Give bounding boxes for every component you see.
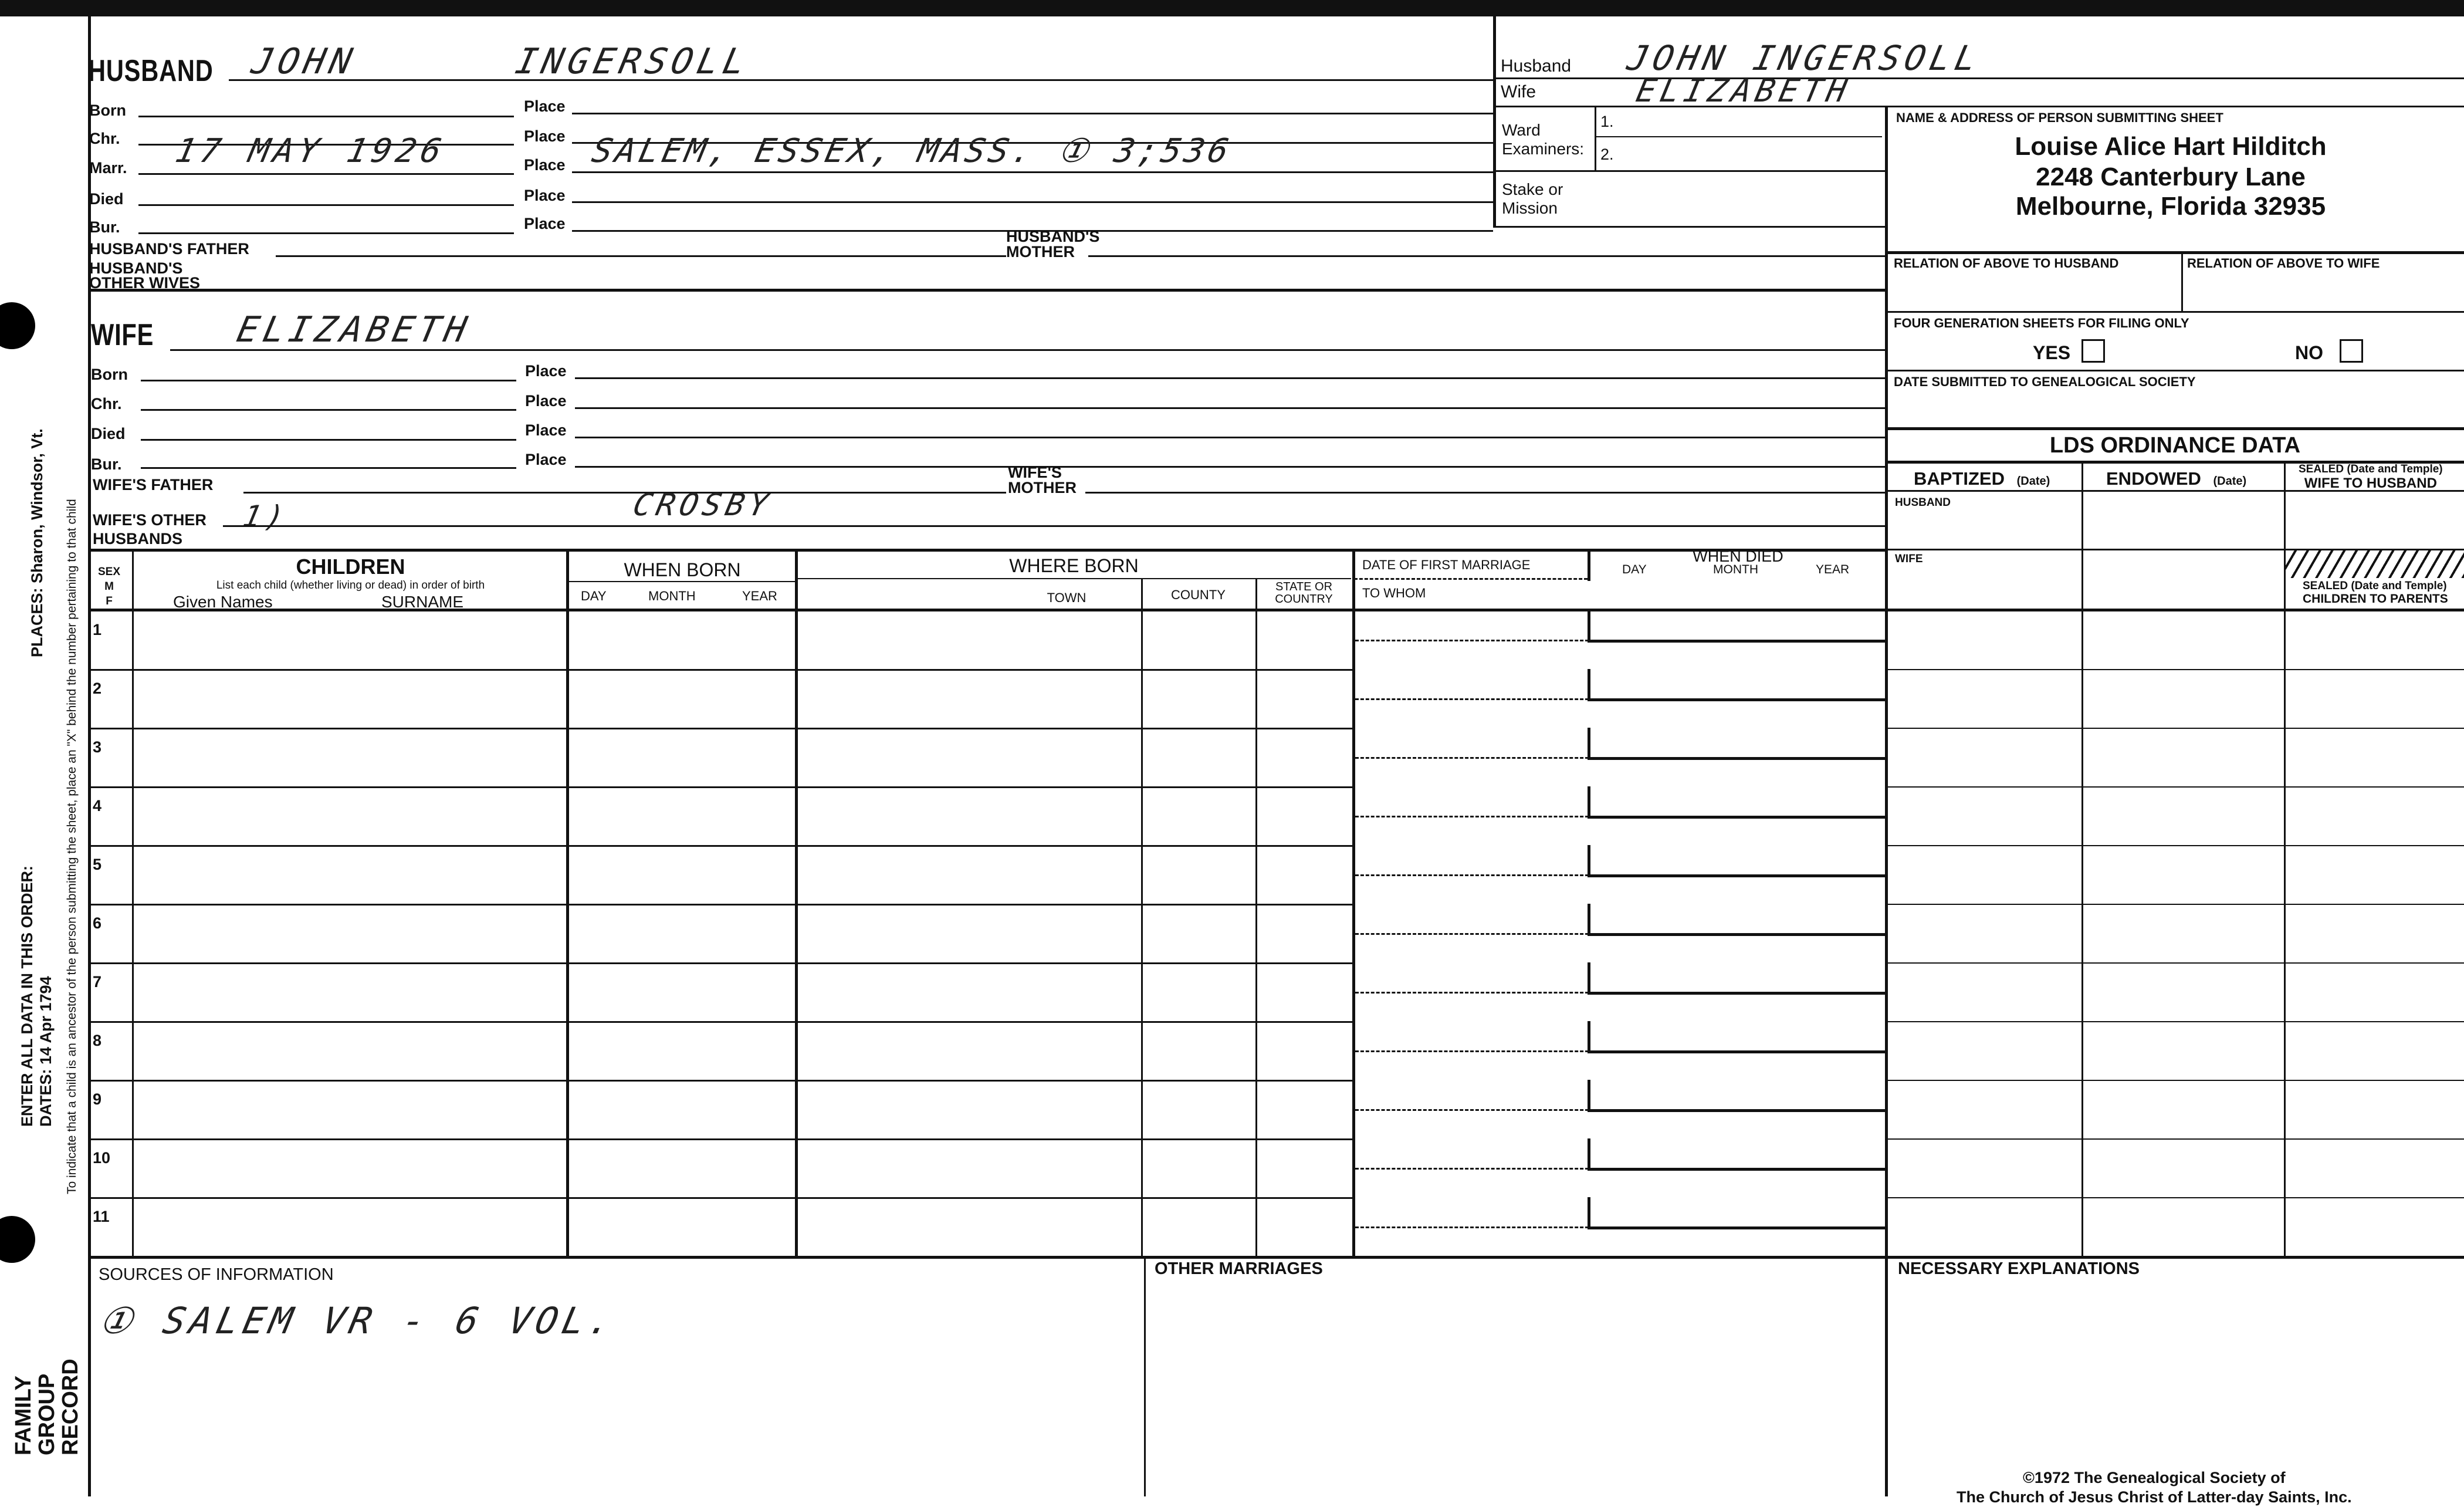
child-row-divider: [88, 845, 1355, 847]
child-died-line: [1588, 992, 1886, 995]
husband-mother-label-2: MOTHER: [1006, 243, 1075, 261]
child-row-number: 9: [93, 1090, 102, 1108]
child-died-tick: [1588, 845, 1590, 874]
sealed-wife-line-1: SEALED (Date and Temple): [2299, 463, 2443, 475]
where-born-sub-line: [797, 578, 1351, 579]
lds-wife-row-label: WIFE: [1895, 553, 1923, 565]
sex-label: SEX: [97, 566, 121, 578]
wife-chr-line: [141, 409, 516, 411]
husband-other-wives-label: [89, 261, 200, 290]
child-row-divider: [88, 1021, 1355, 1023]
wife-other-husbands-label-2: HUSBANDS: [93, 530, 183, 548]
date-submitted-label: DATE SUBMITTED TO GENEALOGICAL SOCIETY: [1894, 374, 2196, 389]
endowed-date-tag: (Date): [2213, 475, 2247, 488]
given-names-header: Given Names: [173, 593, 273, 611]
husband-name-line: [229, 79, 1493, 81]
husband-marr-label: Marr.: [89, 159, 127, 177]
child-marriage-dash: [1355, 1109, 1589, 1111]
wife-chr-label: Chr.: [91, 395, 122, 413]
child-died-line: [1588, 1168, 1886, 1171]
family-group-record-title: [12, 1359, 82, 1455]
child-died-tick: [1588, 669, 1590, 698]
title-line-3: RECORD: [58, 1359, 83, 1455]
child-row-number: 10: [93, 1149, 111, 1167]
husband-mother-line: [1088, 255, 1886, 257]
endowed-text: ENDOWED: [2106, 468, 2201, 489]
copyright-line-1: ©1972 The Genealogical Society of: [2023, 1469, 2286, 1486]
child-marriage-dash: [1355, 1050, 1589, 1052]
wife-bur-line: [141, 467, 516, 469]
examiners-label: Examiners:: [1502, 140, 1585, 158]
sources-value: ① SALEM VR - 6 VOL.: [95, 1299, 621, 1342]
relation-bottom: [1886, 311, 2464, 313]
husband-died-place-label: Place: [524, 187, 566, 204]
husband-marr-line: [138, 173, 514, 175]
state-header-2: COUNTRY: [1275, 593, 1333, 606]
wife-given-name: ELIZABETH: [233, 309, 475, 350]
lds-row-divider: [1886, 962, 2464, 964]
child-died-tick: [1588, 786, 1590, 816]
stake-section-bottom: [1495, 226, 1887, 228]
child-marriage-dash: [1355, 874, 1589, 876]
examiner-1-line: [1595, 136, 1882, 137]
header-wife-value: ELIZABETH: [1633, 72, 1855, 109]
husband-chr-label: Chr.: [89, 130, 120, 147]
children-header: CHILDREN: [296, 555, 405, 579]
lds-row-divider: [1886, 1021, 2464, 1022]
copyright-text: [1957, 1468, 2352, 1507]
copyright-line-2: The Church of Jesus Christ of Latter-day Saints, Inc.: [1957, 1488, 2352, 1506]
relation-wife-label: RELATION OF ABOVE TO WIFE: [2187, 256, 2380, 271]
child-row-divider: [88, 669, 1355, 671]
submitter-bottom: [1886, 251, 2464, 254]
state-header: [1255, 581, 1352, 606]
child-row-number: 2: [93, 680, 102, 697]
mission-label: Mission: [1502, 199, 1558, 217]
header-husband-value: JOHN INGERSOLL: [1623, 38, 1985, 78]
husband-father-label: HUSBAND'S FATHER: [89, 240, 249, 258]
lds-row-divider: [1886, 904, 2464, 905]
child-died-tick: [1588, 962, 1590, 992]
relation-divider: [2181, 252, 2183, 311]
child-row-divider: [88, 728, 1355, 729]
ward-examiners-label: [1502, 121, 1584, 158]
wife-died-place-label: Place: [525, 421, 567, 439]
child-died-line: [1588, 640, 1886, 643]
lds-husband-row-label: HUSBAND: [1895, 496, 1951, 509]
wife-other-husband-name: CROSBY: [629, 488, 776, 523]
when-born-header: WHEN BORN: [624, 559, 741, 580]
died-year-header: YEAR: [1816, 563, 1850, 576]
header-wife-line: [1495, 106, 2464, 107]
submitter-name: Louise Alice Hart Hilditch: [2015, 132, 2327, 161]
child-row-number: 4: [93, 797, 102, 815]
wife-bur-place-label: Place: [525, 451, 567, 468]
col-marriage-divider: [1588, 549, 1590, 581]
county-header: COUNTY: [1171, 587, 1226, 602]
died-day-header: DAY: [1622, 563, 1647, 576]
first-marriage-header: DATE OF FIRST MARRIAGE: [1362, 557, 1531, 572]
lds-col-divider-2: [2284, 461, 2286, 1256]
ancestor-child-note: To indicate that a child is an ancestor of the person submitting the sheet, place an "X" behind the number pertaining to that child: [65, 499, 79, 1194]
lds-row-divider: [1886, 669, 2464, 670]
wife-father-line: [243, 492, 1006, 494]
child-row-number: 8: [93, 1032, 102, 1049]
sealed-wife-line-2: WIFE TO HUSBAND: [2304, 475, 2437, 491]
child-row-number: 6: [93, 914, 102, 932]
husband-died-label: Died: [89, 190, 124, 208]
children-table-bottom: [88, 1256, 2464, 1259]
enter-order-text: ENTER ALL DATA IN THIS ORDER:: [18, 866, 36, 1127]
died-month-header: MONTH: [1713, 563, 1758, 576]
submitter-street: 2248 Canterbury Lane: [2036, 163, 2306, 191]
examiners-divider: [1595, 107, 1596, 171]
wife-born-place-line: [575, 377, 1886, 379]
wife-bur-label: Bur.: [91, 455, 122, 473]
child-row-number: 7: [93, 973, 102, 991]
title-line-1: FAMILY: [11, 1376, 36, 1455]
lds-row-divider: [1886, 728, 2464, 729]
wife-born-line: [141, 380, 516, 381]
lds-hatched-cell: [2286, 550, 2464, 578]
town-header: TOWN: [1047, 590, 1087, 605]
child-died-line: [1588, 757, 1886, 760]
surname-header: SURNAME: [381, 593, 464, 611]
other-marriages-divider: [1144, 1256, 1146, 1496]
husband-died-line: [138, 204, 514, 206]
lds-col-divider-1: [2081, 461, 2083, 1256]
submitter-label: NAME & ADDRESS OF PERSON SUBMITTING SHEET: [1896, 110, 2223, 125]
wife-other-husbands-line: [223, 525, 1886, 527]
lds-baptized-label: [1914, 469, 2050, 488]
child-marriage-dash: [1355, 757, 1589, 759]
child-died-line: [1588, 1050, 1886, 1053]
header-husband-label: Husband: [1501, 56, 1572, 76]
husband-father-line: [276, 255, 1006, 257]
child-row-divider: [88, 1197, 1355, 1199]
child-died-tick: [1588, 728, 1590, 757]
wife-other-husband-number: 1): [239, 499, 292, 533]
stake-label: Stake or: [1502, 180, 1563, 198]
lds-row-divider: [1886, 1197, 2464, 1198]
baptized-text: BAPTIZED: [1914, 468, 2005, 489]
examiner-1: 1.: [1600, 113, 1614, 130]
wife-bur-place-line: [575, 466, 1886, 468]
children-note: List each child (whether living or dead) in order of birth: [216, 579, 485, 592]
wife-died-place-line: [575, 437, 1886, 438]
husband-died-place-line: [572, 201, 1493, 203]
sealed-children-line-2: CHILDREN TO PARENTS: [2303, 592, 2448, 606]
sex-f-label: F: [106, 595, 113, 607]
child-marriage-dash: [1355, 933, 1589, 935]
wife-chr-place-label: Place: [525, 392, 567, 410]
to-whom-header: TO WHOM: [1362, 586, 1426, 600]
wife-born-place-label: Place: [525, 362, 567, 380]
four-gen-no-checkbox[interactable]: [2340, 339, 2363, 363]
header-wife-label: Wife: [1501, 82, 1536, 102]
examiner-2: 2.: [1600, 146, 1614, 163]
four-gen-bottom: [1886, 370, 2464, 371]
husband-given-name: JOHN: [248, 41, 360, 82]
husband-bur-place-label: Place: [524, 215, 566, 232]
husband-chr-place-label: Place: [524, 127, 566, 145]
ward-label: Ward: [1502, 121, 1541, 139]
wife-mother-line: [1085, 492, 1886, 494]
child-row-divider: [88, 904, 1355, 905]
sex-header: [93, 565, 126, 609]
right-column-divider: [1885, 106, 1888, 1496]
wife-chr-place-line: [575, 407, 1886, 409]
husband-other-wives-label-2: OTHER WIVES: [89, 274, 201, 292]
date-submitted-bottom: [1886, 427, 2464, 430]
child-died-line: [1588, 874, 1886, 877]
punch-hole-bottom: [0, 1216, 35, 1263]
state-header-1: STATE OR: [1275, 580, 1333, 593]
child-row-divider: [88, 1138, 1355, 1140]
child-marriage-dash: [1355, 1168, 1589, 1170]
child-died-line: [1588, 933, 1886, 936]
child-died-tick: [1588, 904, 1590, 933]
child-died-line: [1588, 1226, 1886, 1229]
husband-born-place-line: [572, 113, 1493, 114]
child-row-number: 3: [93, 738, 102, 756]
explanations-label: NECESSARY EXPLANATIONS: [1898, 1259, 2140, 1278]
when-died-header: WHEN DIED: [1693, 548, 1783, 565]
husband-marriage-date: 17 MAY 1926: [172, 132, 449, 170]
lds-header-bottom: [1886, 490, 2464, 492]
child-row-number: 1: [93, 621, 102, 638]
child-row-number: 5: [93, 856, 102, 873]
wife-mother-label-2: MOTHER: [1008, 479, 1077, 496]
lds-row-divider: [1886, 786, 2464, 788]
wife-heading: WIFE: [91, 318, 154, 352]
sealed-children-line-1: SEALED (Date and Temple): [2303, 580, 2447, 592]
child-row-divider: [88, 962, 1355, 964]
lds-sealed-children-label: [2303, 580, 2448, 606]
child-died-line: [1588, 1109, 1886, 1112]
husband-born-label: Born: [89, 102, 126, 119]
lds-title: LDS ORDINANCE DATA: [2049, 433, 2301, 458]
punch-hole-top: [0, 302, 35, 349]
child-marriage-dash: [1355, 640, 1589, 641]
dates-example: DATES: 14 Apr 1794: [37, 976, 55, 1127]
child-row-divider: [88, 786, 1355, 788]
born-day-header: DAY: [581, 589, 607, 603]
child-died-tick: [1588, 1197, 1590, 1226]
four-gen-no-label: NO: [2295, 342, 2323, 363]
four-gen-label: FOUR GENERATION SHEETS FOR FILING ONLY: [1894, 316, 2189, 330]
wife-died-line: [141, 439, 516, 441]
husband-marr-place-line: [572, 171, 1493, 173]
child-marriage-dash: [1355, 816, 1589, 817]
col-county-divider: [1255, 578, 1257, 1259]
where-born-header: WHERE BORN: [1009, 555, 1139, 576]
top-border: [0, 0, 2464, 16]
lds-sealed-wife-label: [2299, 462, 2443, 492]
child-died-line: [1588, 816, 1886, 819]
child-row-number: 11: [93, 1208, 110, 1225]
born-month-header: MONTH: [648, 589, 696, 603]
wife-other-husbands-label: [93, 511, 207, 548]
child-marriage-dash: [1355, 992, 1589, 994]
ward-section-bottom: [1495, 170, 1887, 172]
husband-born-place-label: Place: [524, 97, 566, 115]
wife-died-label: Died: [91, 425, 126, 442]
husband-marr-place-label: Place: [524, 156, 566, 174]
form-left-border: [88, 16, 91, 1496]
child-died-line: [1588, 698, 1886, 701]
husband-mother-label: [1006, 229, 1099, 259]
header-box-left: [1493, 16, 1496, 228]
when-born-sub-line: [568, 581, 797, 582]
wife-mother-label: [1008, 465, 1077, 495]
four-gen-yes-checkbox[interactable]: [2081, 339, 2105, 363]
wife-mother-label-1: WIFE'S: [1008, 464, 1062, 481]
wife-other-husbands-label-1: WIFE'S OTHER: [93, 511, 207, 529]
born-year-header: YEAR: [742, 589, 777, 603]
husband-surname: INGERSOLL: [512, 41, 754, 82]
children-header-bottom: [88, 609, 2464, 611]
other-marriages-label: OTHER MARRIAGES: [1155, 1259, 1323, 1278]
lds-endowed-label: [2106, 469, 2246, 488]
child-died-tick: [1588, 1080, 1590, 1109]
child-marriage-dash: [1355, 698, 1589, 700]
baptized-date-tag: (Date): [2016, 475, 2050, 488]
husband-heading: HUSBAND: [88, 54, 214, 88]
husband-other-wives-label-1: HUSBAND'S: [89, 259, 183, 277]
lds-row-divider: [1886, 845, 2464, 846]
title-line-2: GROUP: [35, 1373, 59, 1455]
submitter-city: Melbourne, Florida 32935: [2015, 192, 2326, 221]
wife-born-label: Born: [91, 366, 128, 383]
husband-bur-label: Bur.: [89, 218, 120, 236]
husband-bur-line: [138, 232, 514, 234]
husband-marriage-place: SALEM, ESSEX, MASS. ① 3;536: [588, 132, 1236, 170]
child-died-tick: [1588, 610, 1590, 640]
sex-m-label: M: [104, 580, 114, 593]
child-row-divider: [88, 1080, 1355, 1082]
child-died-tick: [1588, 1021, 1590, 1050]
four-gen-yes-label: YES: [2033, 342, 2071, 363]
child-died-tick: [1588, 1138, 1590, 1168]
first-marriage-sub-line: [1354, 578, 1588, 580]
wife-father-label: WIFE'S FATHER: [93, 476, 214, 494]
husband-section-bottom: [88, 289, 1886, 292]
enter-data-note: [18, 866, 55, 1127]
lds-row-divider: [1886, 1080, 2464, 1081]
places-example: PLACES: Sharon, Windsor, Vt.: [28, 428, 46, 657]
relation-husband-label: RELATION OF ABOVE TO HUSBAND: [1894, 256, 2119, 271]
stake-mission-label: [1502, 180, 1563, 218]
child-marriage-dash: [1355, 1226, 1589, 1228]
husband-born-line: [138, 116, 514, 117]
col-town-divider: [1141, 578, 1143, 1259]
sources-label: SOURCES OF INFORMATION: [99, 1265, 334, 1284]
husband-mother-label-1: HUSBAND'S: [1006, 228, 1100, 245]
lds-row-divider: [1886, 1138, 2464, 1140]
